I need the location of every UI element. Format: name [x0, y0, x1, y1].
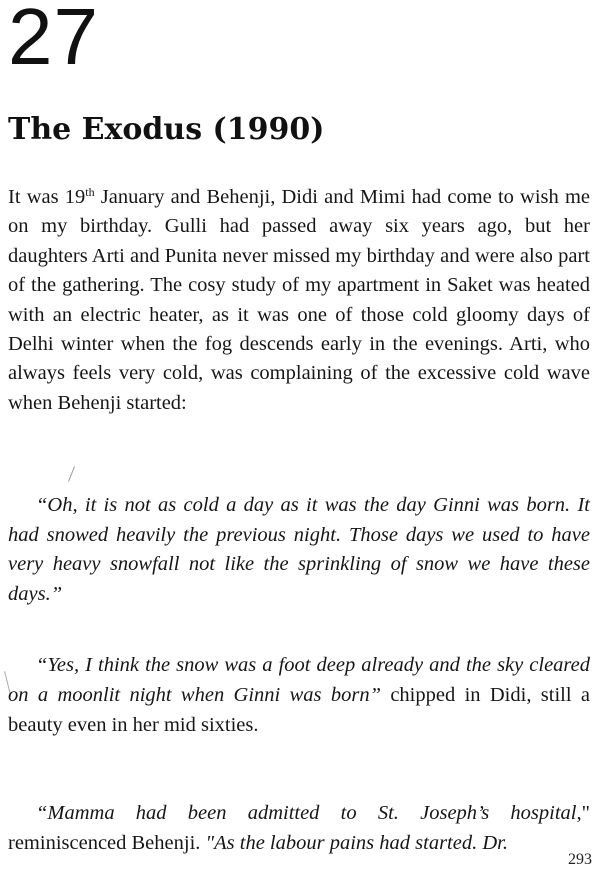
page-number: 293 [568, 851, 592, 868]
paragraph-intro-start: It was 19 [8, 186, 86, 208]
quote-didi [8, 650, 590, 740]
quote-behenji: “Oh, it is not as cold a day as it was the day Ginni was born. It had snowed heavily the previous night. Those days we used to have very heavy snowfall not like the sprinkling of snow we have these days.” [8, 494, 590, 605]
quote-mamma-speech-1: “Mamma had been admitted to St. Joseph’s hospital, [36, 802, 582, 824]
chapter-number: 27 [8, 0, 99, 81]
quote-mamma-speech-2: "As the labour pains had started. Dr. [205, 832, 508, 854]
paragraph-intro-rest: January and Behenji, Didi and Mimi had come to wish me on my birthday. Gulli had passed away six years ago, but her daughters Arti and Punita never missed my birthday and were also part of the gathering. The cosy study of my apartment in Saket was heated with an electric heater, as it was one of those cold gloomy days of Delhi winter when the fog descends early in the evenings. Arti, who always feels very cold, was complaining of the excessive cold wave when Behenji started: [8, 186, 591, 414]
scan-mark [68, 466, 75, 481]
paragraph-intro [8, 183, 590, 418]
quote-didi-narration: chipped in Didi, still a beauty even in her mid sixties. [8, 684, 590, 736]
quote-didi-speech: “Yes, I think the snow was a foot deep already and the sky cleared on a moonlit night when Ginni was born” [8, 654, 590, 706]
chapter-title: The Exodus (1990) [8, 112, 325, 147]
ordinal-superscript: th [85, 185, 95, 199]
quote-mamma [8, 798, 590, 858]
quote-mamma-narration: " reminiscenced Behenji. [8, 802, 590, 854]
